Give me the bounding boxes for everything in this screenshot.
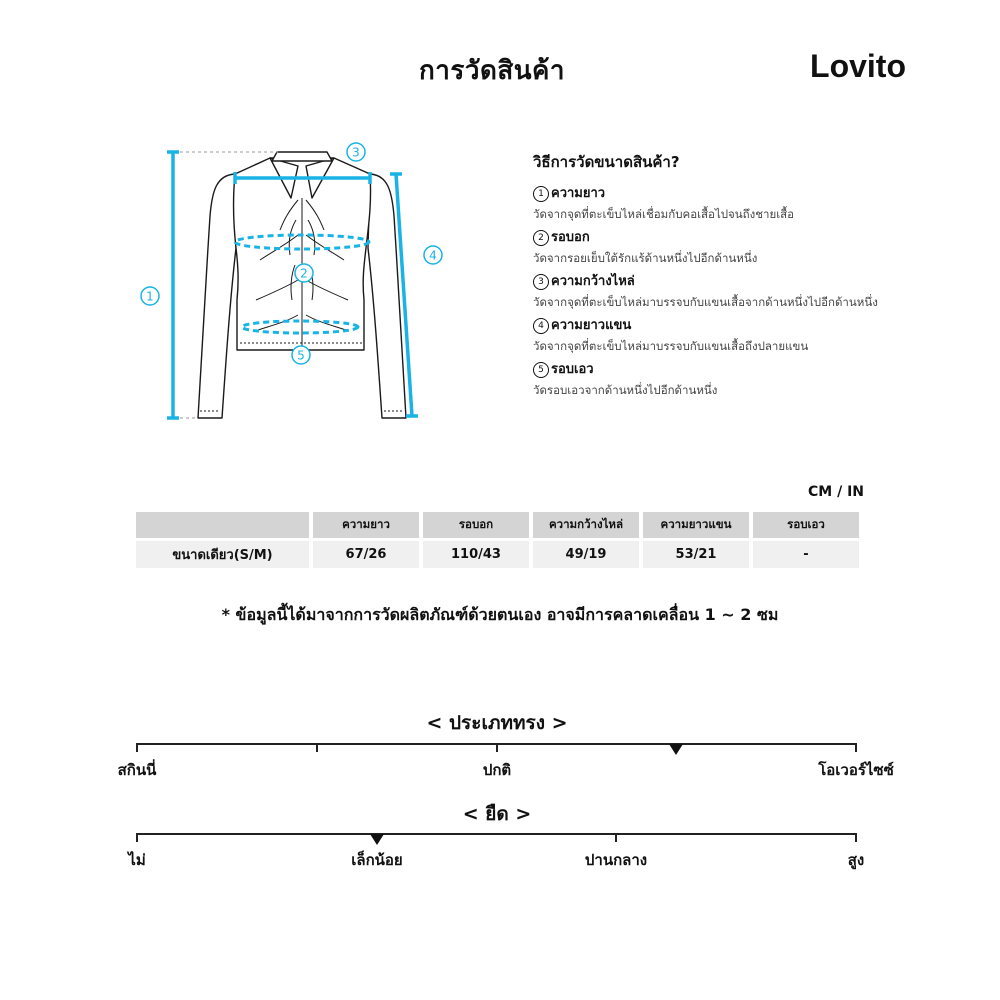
- step-name: ความยาว: [551, 186, 606, 201]
- table-header: ความกว้างไหล่: [533, 512, 639, 538]
- table-header: รอบอก: [423, 512, 529, 538]
- size-table: [132, 509, 863, 571]
- fit-label-skinny: สกินนี่: [117, 761, 157, 779]
- marker-2: 2: [300, 266, 308, 281]
- table-cell: 67/26: [313, 541, 419, 568]
- step-description: วัดรอบเอวจากด้านหนึ่งไปอีกด้านหนึ่ง: [533, 383, 718, 397]
- step-name: ความกว้างไหล่: [551, 274, 635, 289]
- guide-step: [533, 184, 973, 224]
- table-header: ความยาว: [313, 512, 419, 538]
- guide-step: [533, 316, 973, 356]
- scale-tick: [855, 833, 857, 842]
- guide-step: [533, 272, 973, 312]
- scale-tick: [855, 743, 857, 752]
- table-cell: 53/21: [643, 541, 749, 568]
- left-sleeve: [198, 174, 236, 418]
- scale-tick: [136, 743, 138, 752]
- scale-tick: [136, 833, 138, 842]
- table-row: [136, 541, 859, 568]
- marker-5: 5: [297, 348, 305, 363]
- stretch-scale-title: < ยืด >: [462, 803, 532, 825]
- marker-1: 1: [146, 289, 154, 304]
- stretch-label-high: สูง: [847, 851, 865, 869]
- garment-diagram: [120, 130, 460, 430]
- fit-label-regular: ปกติ: [482, 761, 512, 779]
- disclaimer: * ข้อมูลนี้ได้มาจากการวัดผลิตภัณฑ์ด้วยตนเอง อาจมีการคลาดเคลื่อน 1 ~ 2 ซม: [221, 605, 779, 624]
- step-number: 2: [533, 230, 549, 246]
- step-name: ความยาวแขน: [551, 318, 632, 333]
- stretch-scale-track: [137, 833, 856, 835]
- step-number: 3: [533, 274, 549, 290]
- table-cell: 49/19: [533, 541, 639, 568]
- step-name: รอบเอว: [551, 362, 594, 377]
- fit-label-oversize: โอเวอร์ไซซ์: [818, 761, 894, 779]
- fit-scale-marker: [669, 744, 683, 755]
- step-description: วัดจากจุดที่ตะเข็บไหล่เชื่อมกับคอเสื้อไปจนถึงชายเสื้อ: [533, 207, 795, 221]
- marker-3: 3: [352, 145, 360, 160]
- scale-tick: [316, 743, 318, 752]
- table-header: รอบเอว: [753, 512, 859, 538]
- stretch-scale-marker: [370, 834, 384, 845]
- stretch-label-none: ไม่: [128, 851, 146, 869]
- page-title: การวัดสินค้า: [419, 56, 565, 86]
- stretch-label-slight: เล็กน้อย: [351, 851, 403, 869]
- table-header-row: [136, 512, 859, 538]
- table-cell: ขนาดเดียว(S/M): [136, 541, 309, 568]
- guide-title: วิธีการวัดขนาดสินค้า?: [533, 153, 680, 171]
- collar-band: [272, 152, 332, 161]
- table-cell: -: [753, 541, 859, 568]
- scale-tick: [615, 833, 617, 842]
- step-description: วัดจากจุดที่ตะเข็บไหล่มาบรรจบกับแขนเสื้อจากด้านหนึ่งไปอีกด้านหนึ่ง: [533, 295, 878, 309]
- table-header: ความยาวแขน: [643, 512, 749, 538]
- guide-step: [533, 360, 973, 400]
- step-number: 5: [533, 362, 549, 378]
- step-number: 4: [533, 318, 549, 334]
- brand-logo: Lovito: [810, 48, 906, 84]
- right-sleeve: [368, 174, 406, 418]
- measurement-guide: [533, 150, 973, 404]
- fit-scale-title: < ประเภททรง >: [426, 712, 568, 734]
- table-header: [136, 512, 309, 538]
- scale-tick: [496, 743, 498, 752]
- step-description: วัดจากรอยเย็บใต้รักแร้ด้านหนึ่งไปอีกด้านหนึ่ง: [533, 251, 758, 265]
- table-cell: 110/43: [423, 541, 529, 568]
- step-name: รอบอก: [551, 230, 590, 245]
- guide-step: [533, 228, 973, 268]
- step-number: 1: [533, 186, 549, 202]
- step-description: วัดจากจุดที่ตะเข็บไหล่มาบรรจบกับแขนเสื้อถึงปลายแขน: [533, 339, 809, 353]
- unit-label: CM / IN: [808, 484, 864, 500]
- stretch-label-medium: ปานกลาง: [584, 851, 648, 869]
- marker-4: 4: [429, 248, 437, 263]
